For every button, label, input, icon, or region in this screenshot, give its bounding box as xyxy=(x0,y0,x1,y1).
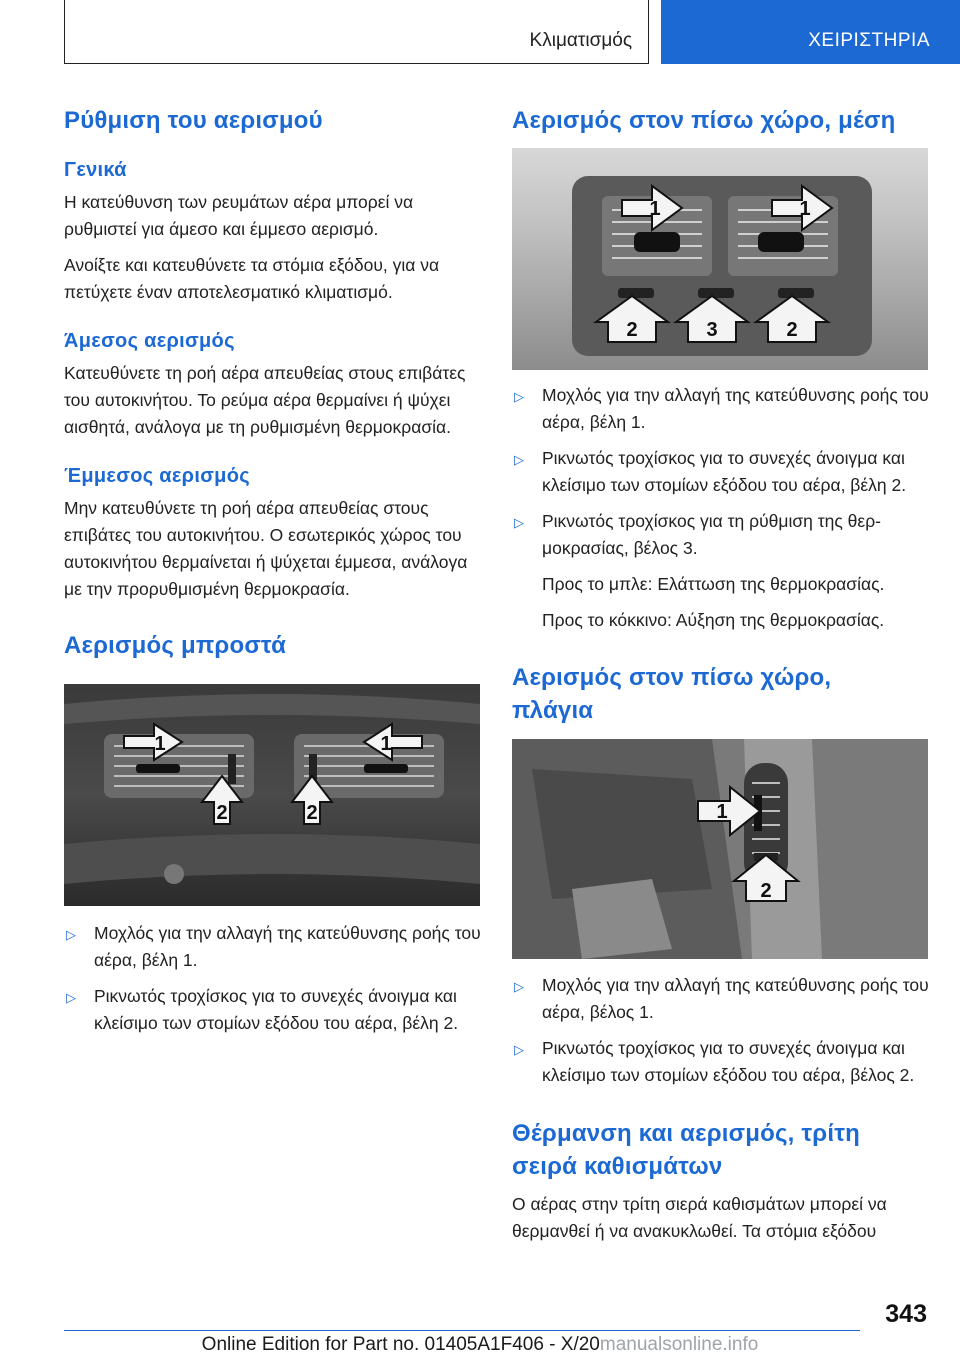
header-section-box xyxy=(64,0,649,64)
triangle-bullet-icon: ▷ xyxy=(514,515,524,530)
general-paragraph-2: Ανοίξτε και κατευθύνετε τα στόμια εξόδου, για να πετύχετε έναν αποτελεσματικό κλιματισμό. xyxy=(64,255,440,302)
rear-side-bullet-list xyxy=(512,972,932,1089)
rear-center-label: 3 xyxy=(706,319,718,341)
triangle-bullet-icon: ▷ xyxy=(514,389,524,404)
triangle-bullet-icon: ▷ xyxy=(514,979,524,994)
triangle-bullet-icon: ▷ xyxy=(66,927,76,942)
section-title-rear-center: Αερισμός στον πίσω χώρο, μέση xyxy=(512,107,896,134)
bullet-item: ▷ Μοχλός για την αλλαγή της κατεύθυνσης ροής του αέρα, βέλη 1. xyxy=(66,923,481,970)
front-vents-figure xyxy=(64,684,480,906)
header-chapter-title: ΧΕΙΡΙΣΤΗΡΙΑ xyxy=(808,30,930,51)
triangle-bullet-icon: ▷ xyxy=(66,990,76,1005)
footer xyxy=(0,1334,960,1356)
bullet-item: ▷ Μοχλός για την αλλαγή της κατεύθυνσης ροής του αέρα, βέλη 1. xyxy=(514,385,929,432)
heading-indirect-ventilation: Έμμεσος αερισμός xyxy=(64,465,250,487)
general-paragraph-1: Η κατεύθυνση των ρευμάτων αέρα μπορεί να ρυθμιστεί για άμεσο και έμμεσο αερισμό. xyxy=(64,192,414,239)
header-section-title: Κλιματισμός xyxy=(529,30,632,51)
bullet-item: ▷ Μοχλός για την αλλαγή της κατεύθυνσης ροής του αέρα, βέλος 1. xyxy=(514,975,929,1022)
third-row-paragraph: Ο αέρας στην τρίτη σιερά καθισμάτων μπορεί να θερμανθεί ή να ανακυκλωθεί. Τα στόμια εξόδου xyxy=(512,1194,887,1241)
rear-center-label: 2 xyxy=(786,319,798,341)
footer-watermark: manualsonline.info xyxy=(599,1334,759,1355)
bullet-item: ▷ Ρικνωτός τροχίσκος για το συνεχές άνοιγμα και κλείσιμο των στομίων εξόδου του αέρα, βέλος 2. xyxy=(514,1038,915,1085)
section-title-third-row: Θέρμανση και αερισμός, τρίτη σειρά καθισμάτων xyxy=(512,1120,860,1180)
page-number: 343 xyxy=(885,1300,927,1328)
right-column xyxy=(512,104,932,1245)
heading-general: Γενικά xyxy=(64,159,127,181)
triangle-bullet-icon: ▷ xyxy=(514,452,524,467)
left-column xyxy=(64,104,484,1037)
front-vents-label: 1 xyxy=(154,733,166,755)
rear-center-label: 1 xyxy=(799,198,811,220)
rear-side-label: 1 xyxy=(716,801,728,823)
rear-side-label: 2 xyxy=(760,880,772,902)
footer-edition: Online Edition for Part no. 01405A1F406 - X/20 xyxy=(201,1334,600,1355)
header-chapter-tab[interactable] xyxy=(661,0,960,64)
front-vents-label: 2 xyxy=(216,802,228,824)
rear-center-label: 2 xyxy=(626,319,638,341)
footer-divider xyxy=(64,1330,860,1331)
rear-center-bullet-list xyxy=(512,382,932,634)
rear-center-vents-figure xyxy=(512,148,928,370)
section-title-front-ventilation: Αερισμός μπροστά xyxy=(64,632,287,659)
blue-note: Προς το μπλε: Ελάττωση της θερμοκρασίας. xyxy=(542,574,885,594)
section-title-ventilation: Ρύθμιση του αερισμού xyxy=(64,107,323,134)
triangle-bullet-icon: ▷ xyxy=(514,1042,524,1057)
rear-center-vents-illustration xyxy=(512,148,928,370)
front-vents-bullet-list xyxy=(64,920,484,1037)
front-vents-illustration xyxy=(64,684,480,906)
section-title-rear-side: Αερισμός στον πίσω χώρο, πλάγια xyxy=(512,664,832,724)
bullet-item: ▷ Ρικνωτός τροχίσκος για το συνεχές άνοιγμα και κλείσιμο των στομίων εξόδου του αέρα, βέλη 2. xyxy=(66,986,459,1033)
heading-direct-ventilation: Άμεσος αερισμός xyxy=(64,330,235,352)
rear-center-label: 1 xyxy=(649,198,661,220)
bullet-item: ▷ Ρικνωτός τροχίσκος για το συνεχές άνοιγμα και κλείσιμο των στομίων εξόδου του αέρα, βέλη 2. xyxy=(514,448,907,495)
front-vents-label: 1 xyxy=(380,733,392,755)
red-note: Προς το κόκκινο: Αύξηση της θερμοκρασίας. xyxy=(542,610,885,630)
direct-ventilation-paragraph: Κατευθύνετε τη ροή αέρα απευθείας στους επιβάτες του αυτοκινήτου. Το ρεύμα αέρα θερμαίνει ή ψύχει αισθητά, ανάλογα με τη ρυθμισμένη θερμοκρασία. xyxy=(64,363,466,437)
bullet-item: ▷ Ρικνωτός τροχίσκος για τη ρύθμιση της θερμοκρασίας, βέλος 3. xyxy=(514,511,881,558)
rear-side-vent-illustration xyxy=(512,739,928,959)
indirect-ventilation-paragraph: Μην κατευθύνετε τη ροή αέρα απευθείας στους επιβάτες του αυτοκινήτου. Ο εσωτερικός χώρος του αυτοκινήτου θερμαίνεται ή ψύχεται έμμεσα, ανάλογα με την προρυθμισμένη θερμοκρασία. xyxy=(64,498,468,599)
rear-side-vent-figure xyxy=(512,739,928,959)
front-vents-label: 2 xyxy=(306,802,318,824)
